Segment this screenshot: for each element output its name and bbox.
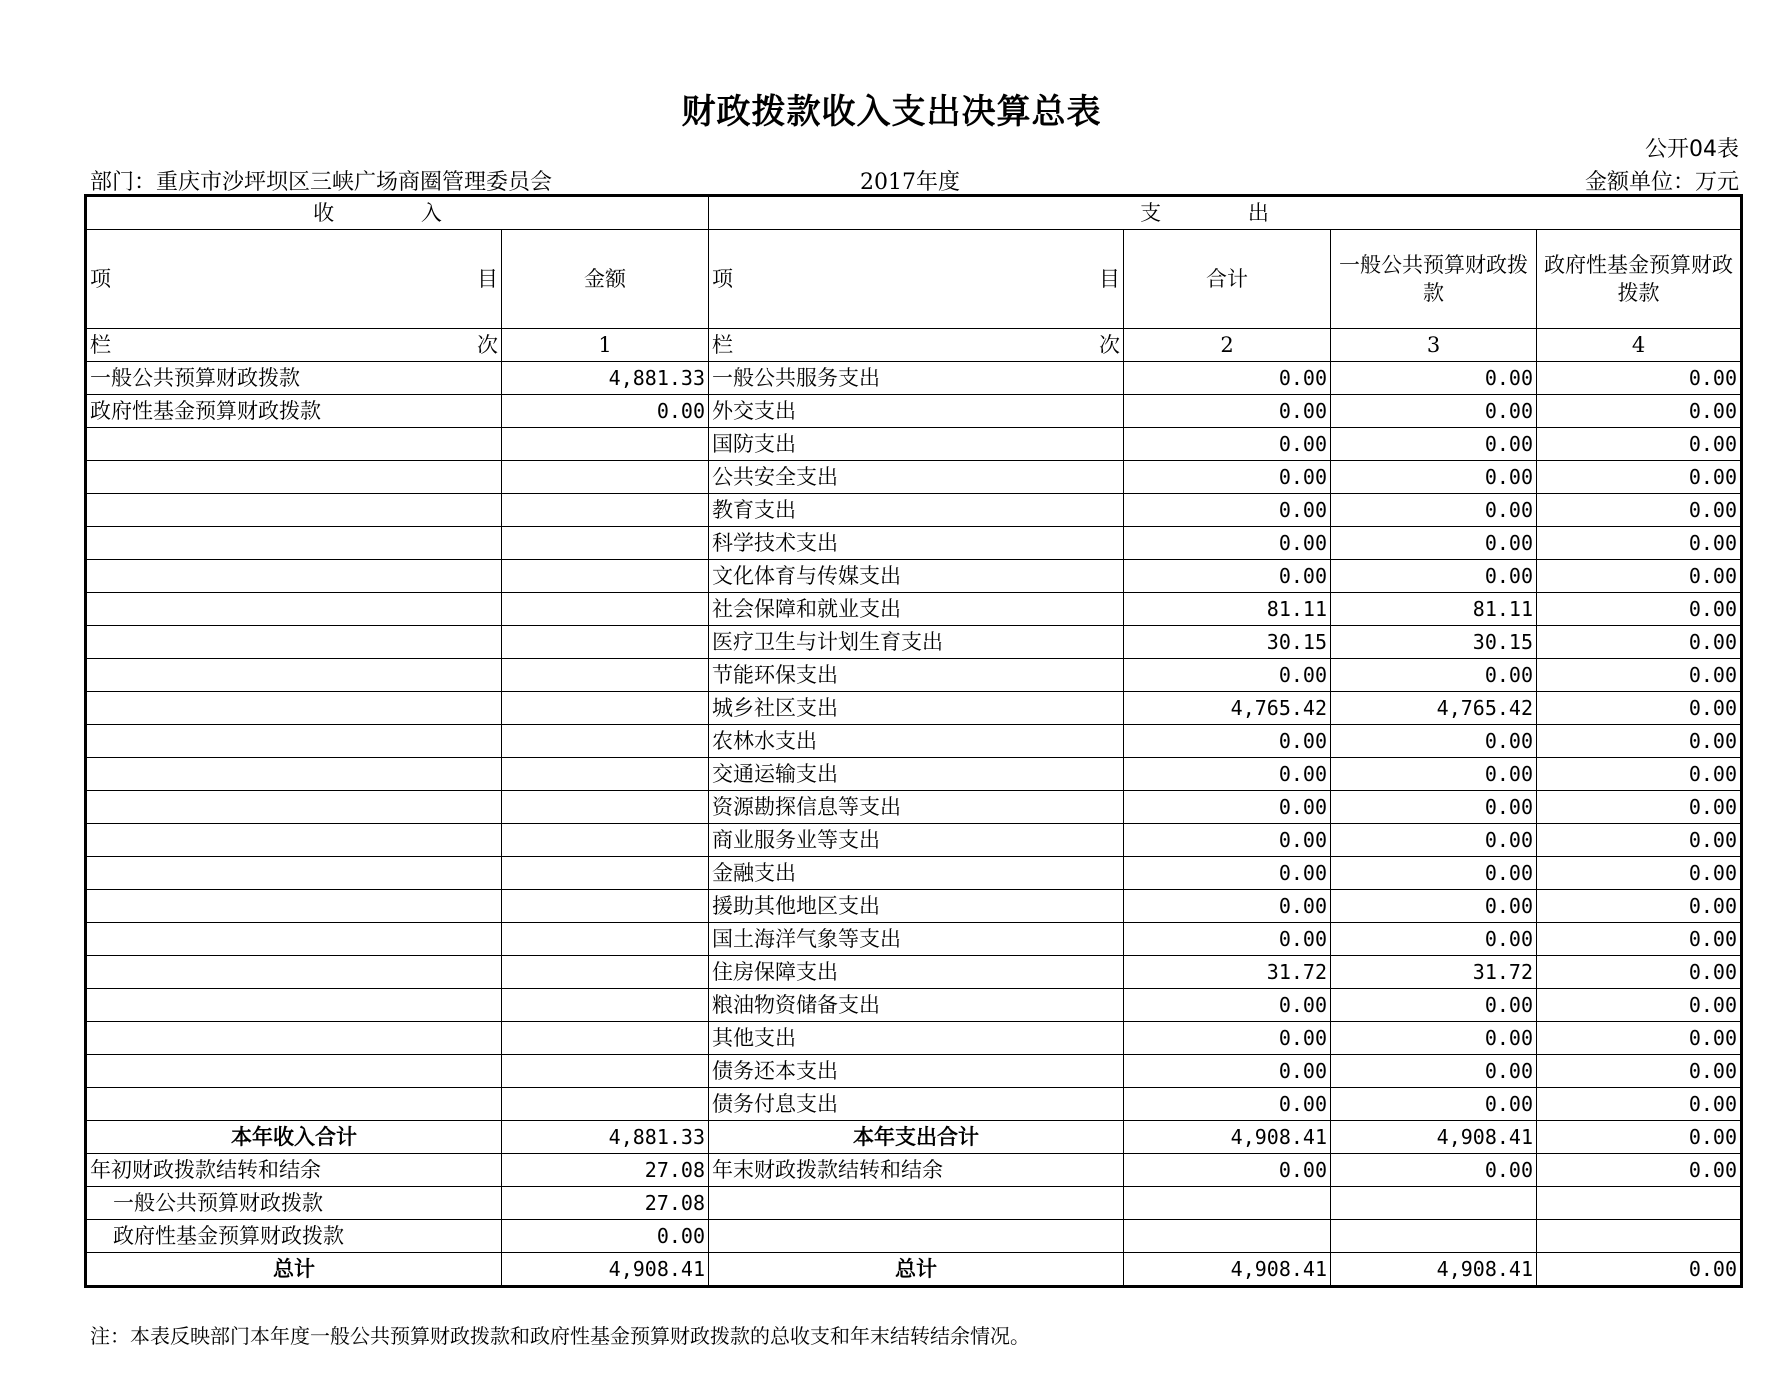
income-subtotal-amount: 4,881.33 — [502, 1121, 709, 1154]
table-row — [86, 791, 1742, 824]
carryover-fund-label: 政府性基金预算财政拨款 — [86, 1220, 502, 1253]
expense-item-header: 项 目 — [709, 230, 1124, 329]
subtotal-row — [86, 1121, 1742, 1154]
expense-item: 农林水支出 — [709, 725, 1124, 758]
expense-total: 0.00 — [1124, 857, 1331, 890]
expense-gov-fund: 0.00 — [1537, 956, 1742, 989]
expense-total: 0.00 — [1124, 923, 1331, 956]
empty-cell — [1537, 1220, 1742, 1253]
expense-gov-fund: 0.00 — [1537, 1022, 1742, 1055]
expense-total: 0.00 — [1124, 395, 1331, 428]
expense-general-budget: 0.00 — [1331, 659, 1537, 692]
table-row — [86, 593, 1742, 626]
expense-item: 资源勘探信息等支出 — [709, 791, 1124, 824]
expense-gov-fund: 0.00 — [1537, 824, 1742, 857]
income-amount — [502, 857, 709, 890]
empty-cell — [1331, 1220, 1537, 1253]
income-amount — [502, 560, 709, 593]
expense-gov-fund: 0.00 — [1537, 857, 1742, 890]
footnote: 注：本表反映部门本年度一般公共预算财政拨款和政府性基金预算财政拨款的总收支和年末结转结余情况。 — [90, 1324, 1030, 1348]
income-amount — [502, 1088, 709, 1121]
income-item — [86, 527, 502, 560]
expense-total: 0.00 — [1124, 527, 1331, 560]
expense-item: 交通运输支出 — [709, 758, 1124, 791]
income-section-header: 收 入 — [86, 196, 709, 230]
expense-item: 一般公共服务支出 — [709, 362, 1124, 395]
table-row — [86, 989, 1742, 1022]
expense-item: 外交支出 — [709, 395, 1124, 428]
income-item — [86, 692, 502, 725]
expense-grand-total-general: 4,908.41 — [1331, 1253, 1537, 1287]
income-item — [86, 626, 502, 659]
income-amount — [502, 758, 709, 791]
empty-cell — [709, 1220, 1124, 1253]
income-item-header: 项 目 — [86, 230, 502, 329]
budget-summary-table — [84, 194, 1743, 1288]
expense-general-budget: 0.00 — [1331, 791, 1537, 824]
carryover-row — [86, 1154, 1742, 1187]
expense-total: 0.00 — [1124, 791, 1331, 824]
income-grand-total-label: 总计 — [86, 1253, 502, 1287]
expense-total: 0.00 — [1124, 890, 1331, 923]
carryover-fund-amount: 0.00 — [502, 1220, 709, 1253]
expense-item: 医疗卫生与计划生育支出 — [709, 626, 1124, 659]
table-row — [86, 758, 1742, 791]
expense-gov-fund: 0.00 — [1537, 659, 1742, 692]
expense-total-header: 合计 — [1124, 230, 1331, 329]
expense-general-budget: 0.00 — [1331, 395, 1537, 428]
expense-grand-total-fund: 0.00 — [1537, 1253, 1742, 1287]
department-label: 部门：重庆市沙坪坝区三峡广场商圈管理委员会 — [90, 170, 553, 195]
begin-carryover-label: 年初财政拨款结转和结余 — [86, 1154, 502, 1187]
income-item — [86, 791, 502, 824]
expense-gov-fund: 0.00 — [1537, 560, 1742, 593]
income-item — [86, 1088, 502, 1121]
expense-total: 0.00 — [1124, 725, 1331, 758]
empty-cell — [1124, 1187, 1331, 1220]
expense-gov-fund: 0.00 — [1537, 1088, 1742, 1121]
income-amount — [502, 659, 709, 692]
expense-general-budget: 0.00 — [1331, 1022, 1537, 1055]
end-carryover-total: 0.00 — [1124, 1154, 1331, 1187]
table-row — [86, 659, 1742, 692]
expense-general-budget: 0.00 — [1331, 890, 1537, 923]
expense-item: 商业服务业等支出 — [709, 824, 1124, 857]
expense-general-budget: 30.15 — [1331, 626, 1537, 659]
expense-total: 0.00 — [1124, 494, 1331, 527]
income-subtotal-label: 本年收入合计 — [86, 1121, 502, 1154]
income-item — [86, 428, 502, 461]
expense-total: 0.00 — [1124, 560, 1331, 593]
table-row — [86, 560, 1742, 593]
expense-item: 金融支出 — [709, 857, 1124, 890]
expense-gov-fund: 0.00 — [1537, 890, 1742, 923]
expense-gov-fund: 0.00 — [1537, 725, 1742, 758]
income-item — [86, 1055, 502, 1088]
expense-item: 住房保障支出 — [709, 956, 1124, 989]
expense-item: 公共安全支出 — [709, 461, 1124, 494]
expense-gov-fund: 0.00 — [1537, 527, 1742, 560]
income-item: 政府性基金预算财政拨款 — [86, 395, 502, 428]
income-amount — [502, 428, 709, 461]
table-row — [86, 890, 1742, 923]
column-index-1: 1 — [502, 329, 709, 362]
income-item — [86, 890, 502, 923]
expense-subtotal-general: 4,908.41 — [1331, 1121, 1537, 1154]
income-item — [86, 758, 502, 791]
expense-general-budget: 0.00 — [1331, 1055, 1537, 1088]
income-amount: 0.00 — [502, 395, 709, 428]
income-item — [86, 659, 502, 692]
income-amount — [502, 692, 709, 725]
end-carryover-fund: 0.00 — [1537, 1154, 1742, 1187]
expense-gov-fund: 0.00 — [1537, 692, 1742, 725]
carryover-general-amount: 27.08 — [502, 1187, 709, 1220]
grand-total-row — [86, 1253, 1742, 1287]
table-row — [86, 857, 1742, 890]
begin-carryover-amount: 27.08 — [502, 1154, 709, 1187]
table-row — [86, 923, 1742, 956]
table-row — [86, 395, 1742, 428]
expense-item: 文化体育与传媒支出 — [709, 560, 1124, 593]
expense-total: 81.11 — [1124, 593, 1331, 626]
income-item — [86, 1022, 502, 1055]
income-index-label: 栏 次 — [86, 329, 502, 362]
expense-grand-total: 4,908.41 — [1124, 1253, 1331, 1287]
income-amount — [502, 923, 709, 956]
expense-subtotal-fund: 0.00 — [1537, 1121, 1742, 1154]
expense-general-budget: 0.00 — [1331, 428, 1537, 461]
table-row — [86, 725, 1742, 758]
end-carryover-general: 0.00 — [1331, 1154, 1537, 1187]
expense-gov-fund: 0.00 — [1537, 989, 1742, 1022]
income-item — [86, 824, 502, 857]
expense-total: 0.00 — [1124, 989, 1331, 1022]
table-row — [86, 362, 1742, 395]
expense-general-budget: 0.00 — [1331, 527, 1537, 560]
table-row — [86, 1022, 1742, 1055]
expense-general-budget: 0.00 — [1331, 725, 1537, 758]
expense-section-header: 支 出 — [709, 196, 1742, 230]
table-row — [86, 494, 1742, 527]
income-amount-header: 金额 — [502, 230, 709, 329]
column-index-3: 3 — [1331, 329, 1537, 362]
income-amount — [502, 956, 709, 989]
expense-gov-fund: 0.00 — [1537, 362, 1742, 395]
expense-item: 其他支出 — [709, 1022, 1124, 1055]
income-item: 一般公共预算财政拨款 — [86, 362, 502, 395]
expense-general-budget: 0.00 — [1331, 560, 1537, 593]
income-amount — [502, 725, 709, 758]
table-row — [86, 428, 1742, 461]
header-columns-row — [86, 230, 1742, 329]
table-row — [86, 461, 1742, 494]
expense-general-budget: 0.00 — [1331, 758, 1537, 791]
expense-subtotal-label: 本年支出合计 — [709, 1121, 1124, 1154]
expense-total: 4,765.42 — [1124, 692, 1331, 725]
expense-general-budget: 0.00 — [1331, 989, 1537, 1022]
expense-item: 援助其他地区支出 — [709, 890, 1124, 923]
income-amount — [502, 824, 709, 857]
report-meta — [90, 165, 1739, 193]
expense-gov-fund: 0.00 — [1537, 428, 1742, 461]
income-amount — [502, 494, 709, 527]
expense-general-budget: 0.00 — [1331, 824, 1537, 857]
income-item — [86, 956, 502, 989]
expense-general-budget: 0.00 — [1331, 362, 1537, 395]
income-amount — [502, 1022, 709, 1055]
expense-item: 城乡社区支出 — [709, 692, 1124, 725]
income-item — [86, 923, 502, 956]
expense-total: 0.00 — [1124, 1088, 1331, 1121]
form-code: 公开04表 — [1645, 137, 1739, 162]
expense-gov-fund: 0.00 — [1537, 626, 1742, 659]
general-budget-header: 一般公共预算财政拨款 — [1331, 230, 1537, 329]
income-amount — [502, 593, 709, 626]
income-amount — [502, 989, 709, 1022]
expense-total: 0.00 — [1124, 824, 1331, 857]
expense-item: 粮油物资储备支出 — [709, 989, 1124, 1022]
expense-total: 0.00 — [1124, 362, 1331, 395]
amount-unit: 金额单位：万元 — [1584, 170, 1739, 195]
expense-gov-fund: 0.00 — [1537, 923, 1742, 956]
income-grand-total-amount: 4,908.41 — [502, 1253, 709, 1287]
empty-cell — [1537, 1187, 1742, 1220]
income-item — [86, 593, 502, 626]
expense-item: 科学技术支出 — [709, 527, 1124, 560]
carryover-general-row — [86, 1187, 1742, 1220]
expense-total: 0.00 — [1124, 659, 1331, 692]
empty-cell — [1124, 1220, 1331, 1253]
income-item — [86, 560, 502, 593]
expense-item: 债务付息支出 — [709, 1088, 1124, 1121]
expense-general-budget: 0.00 — [1331, 461, 1537, 494]
expense-gov-fund: 0.00 — [1537, 461, 1742, 494]
carryover-general-label: 一般公共预算财政拨款 — [86, 1187, 502, 1220]
income-amount — [502, 890, 709, 923]
expense-total: 0.00 — [1124, 461, 1331, 494]
expense-item: 节能环保支出 — [709, 659, 1124, 692]
income-item — [86, 494, 502, 527]
header-section-row — [86, 196, 1742, 230]
expense-general-budget: 0.00 — [1331, 1088, 1537, 1121]
column-index-4: 4 — [1537, 329, 1742, 362]
income-amount — [502, 626, 709, 659]
expense-general-budget: 4,765.42 — [1331, 692, 1537, 725]
table-row — [86, 956, 1742, 989]
expense-item: 国防支出 — [709, 428, 1124, 461]
income-item — [86, 857, 502, 890]
expense-gov-fund: 0.00 — [1537, 395, 1742, 428]
expense-total: 30.15 — [1124, 626, 1331, 659]
income-item — [86, 725, 502, 758]
expense-item: 社会保障和就业支出 — [709, 593, 1124, 626]
expense-total: 0.00 — [1124, 428, 1331, 461]
income-amount — [502, 1055, 709, 1088]
income-item — [86, 461, 502, 494]
expense-gov-fund: 0.00 — [1537, 494, 1742, 527]
expense-gov-fund: 0.00 — [1537, 758, 1742, 791]
expense-total: 31.72 — [1124, 956, 1331, 989]
table-row — [86, 692, 1742, 725]
empty-cell — [1331, 1187, 1537, 1220]
expense-gov-fund: 0.00 — [1537, 791, 1742, 824]
income-amount: 4,881.33 — [502, 362, 709, 395]
column-index-2: 2 — [1124, 329, 1331, 362]
expense-total: 0.00 — [1124, 1055, 1331, 1088]
column-index-row — [86, 329, 1742, 362]
table-row — [86, 626, 1742, 659]
expense-subtotal-total: 4,908.41 — [1124, 1121, 1331, 1154]
income-amount — [502, 527, 709, 560]
expense-grand-total-label: 总计 — [709, 1253, 1124, 1287]
expense-gov-fund: 0.00 — [1537, 593, 1742, 626]
expense-index-label: 栏 次 — [709, 329, 1124, 362]
income-amount — [502, 461, 709, 494]
table-row — [86, 527, 1742, 560]
expense-item: 教育支出 — [709, 494, 1124, 527]
expense-item: 国土海洋气象等支出 — [709, 923, 1124, 956]
gov-fund-header: 政府性基金预算财政拨款 — [1537, 230, 1742, 329]
end-carryover-label: 年末财政拨款结转和结余 — [709, 1154, 1124, 1187]
expense-general-budget: 0.00 — [1331, 494, 1537, 527]
expense-general-budget: 0.00 — [1331, 923, 1537, 956]
expense-general-budget: 0.00 — [1331, 857, 1537, 890]
report-title: 财政拨款收入支出决算总表 — [681, 92, 1102, 132]
empty-cell — [709, 1187, 1124, 1220]
expense-total: 0.00 — [1124, 758, 1331, 791]
table-row — [86, 1088, 1742, 1121]
income-item — [86, 989, 502, 1022]
table-row — [86, 824, 1742, 857]
expense-item: 债务还本支出 — [709, 1055, 1124, 1088]
expense-general-budget: 31.72 — [1331, 956, 1537, 989]
fiscal-year: 2017年度 — [860, 170, 960, 195]
income-amount — [502, 791, 709, 824]
expense-gov-fund: 0.00 — [1537, 1055, 1742, 1088]
expense-general-budget: 81.11 — [1331, 593, 1537, 626]
expense-total: 0.00 — [1124, 1022, 1331, 1055]
carryover-fund-row — [86, 1220, 1742, 1253]
table-row — [86, 1055, 1742, 1088]
